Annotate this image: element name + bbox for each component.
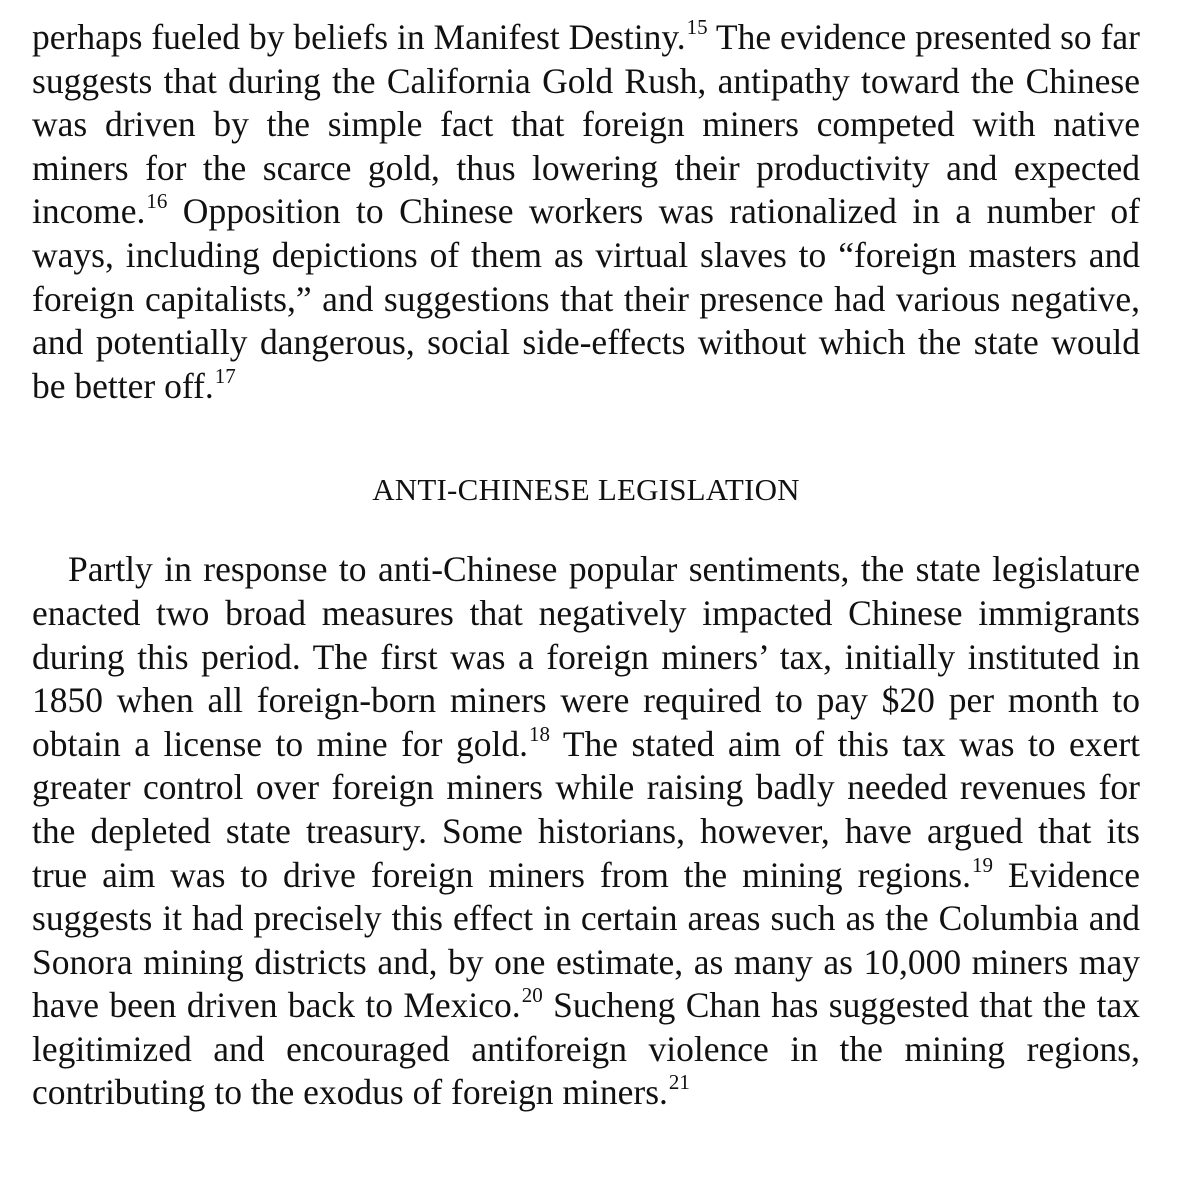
paragraph-text: Partly in response to anti-Chinese popular sentiments, the state legislature enacted two broad measures that negatively impacted Chinese immigrants during this period. The first was a foreign miners’ tax, initially instituted in 1850 when all foreign-born miners were required to pay $20 per month to obtain a license to mine for gold. <box>32 549 1140 764</box>
paragraph-text: Opposition to Chinese workers was rationalized in a number of ways, including depictions of them as virtual slaves to “foreign masters and foreign capitalists,” and suggestions that their presence had various negative, and potentially dangerous, social side-effects without which the state would be better off. <box>32 191 1140 406</box>
document-page <box>32 16 1140 1115</box>
footnote-marker: 17 <box>214 363 236 388</box>
footnote-marker: 15 <box>686 15 708 39</box>
footnote-marker: 19 <box>972 852 993 877</box>
paragraph-text: The stated aim of this tax was to exert greater control over foreign miners while raising badly needed revenues for the depleted state treasury. Some historians, however, have argued that its true aim was to drive foreign miners from the mining regions. <box>32 723 1140 895</box>
body-paragraph <box>32 16 1140 408</box>
paragraph-text: Evidence suggests it had precisely this effect in certain areas such as the Columbia and Sonora mining districts and, by one estimate, as many as 10,000 miners may have been driven back to Mexico. <box>32 854 1140 1026</box>
footnote-marker: 18 <box>528 721 550 746</box>
footnote-marker: 20 <box>521 983 543 1008</box>
footnote-marker: 16 <box>146 189 168 214</box>
paragraph-text: perhaps fueled by beliefs in Manifest Destiny. <box>32 17 686 57</box>
footnote-marker: 21 <box>668 1070 690 1095</box>
paragraph-text: Sucheng Chan has suggested that the tax legitimized and encouraged antiforeign violence in the mining regions, contributing to the exodus of foreign miners. <box>32 985 1140 1113</box>
paragraph-text: The evidence presented so far suggests that during the California Gold Rush, antipathy toward the Chinese was driven by the simple fact that foreign miners competed with native miners for the scarce gold, thus lowering their productivity and expected income. <box>32 17 1140 232</box>
body-paragraph <box>32 548 1140 1115</box>
section-heading: ANTI-CHINESE LEGISLATION <box>372 472 800 508</box>
